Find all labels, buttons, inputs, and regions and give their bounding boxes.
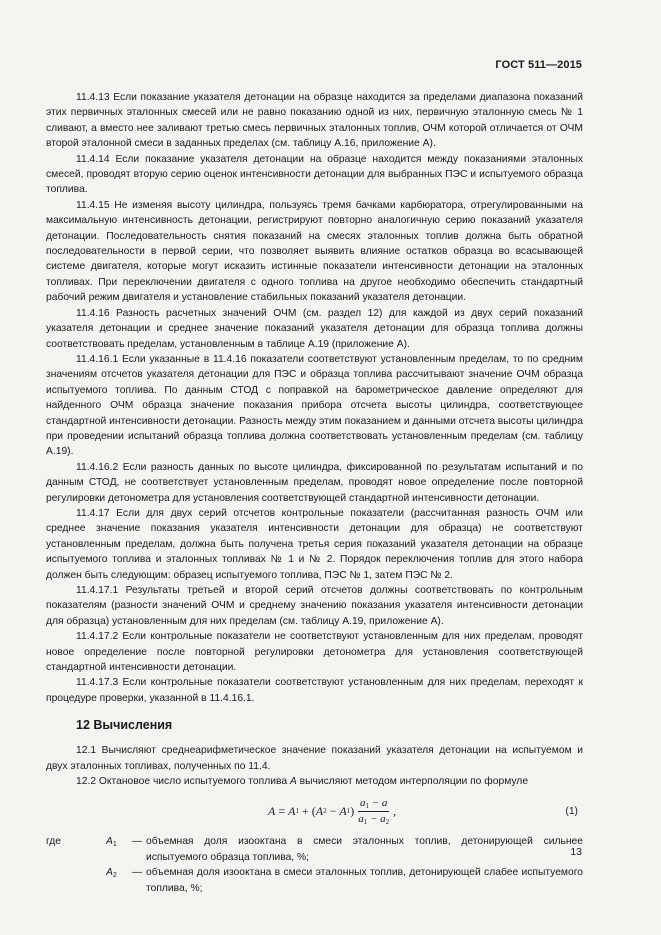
formula-op: , [393,803,397,818]
formula-op: + ( [298,803,316,818]
formula-op: − [326,803,340,818]
formula-symbol: a [358,812,364,825]
page-body [46,90,583,896]
variable: А [289,776,297,788]
document-code: ГОСТ 511—2015 [495,59,582,71]
formula-fraction [356,797,391,826]
formula [46,794,583,828]
where-text: объемная доля изооктана в смеси эталонных топлив, детонирующей слабее испытуемого топлива, %; [146,867,583,894]
formula-symbol: A [106,836,113,848]
where-dash: — [131,836,143,848]
where-text: объемная доля изооктана в смеси эталонных топлив, детонирующей сильнее испытуемого образца топлива, %; [146,836,583,863]
paragraph: 11.4.15 Не изменяя высоту цилиндра, пользуясь тремя бачками карбюратора, отрегулированными на максимальную интенсивность детонации, регистрируют повторно аналогичную серию показаний указателя детонации. Последовательность снятия показаний на смесях эталонных топлив должна быть обратной последовательности в первой серии, что позволяет выявить влияние остатков образца во всасывающей системе двигателя, которые могут исказить истинные показатели интенсивности детонации на эталонных топливах. При переключении двигателя с одного топлива на другое необходимо обеспечить стандартный рабочий режим двигателя и установление стабильных показаний указателя детонации. [46,199,583,304]
paragraph: 11.4.17 Если для двух серий отсчетов контрольные показатели (рассчитанная разность ОЧМ или среднее значение показания указателя интенсивности детонации для образца) не соответствуют установленным пределам, должна быть получена третья серия показаний указателя детонации на образце испытуемого топлива и эталонных топливах № 1 и № 2. Порядок переключения топлив для этого набора должен быть следующим: образец испытуемого топлива, ПЭС № 1, затем ПЭС № 2. [46,507,583,581]
paragraph [46,774,583,789]
formula-symbol: − a [367,812,386,825]
paragraph: 11.4.13 Если показание указателя детонации на образце находится за пределами диапазона показаний этих первичных эталонных смесей или не равно показанию одной из них, первичную эталонную смесь № 1 сливают, а вместо нее заливают третью смесь первичных эталонных топлив, ОЧМ которой отличается от ОЧМ второй эталонной смеси в заданных пределах (см. таблицу А.16, приложение А). [46,92,583,150]
formula-subscript: 1 [363,817,368,826]
where-lead: где [46,836,62,848]
formula-subscript: 2 [112,872,117,880]
paragraph: 11.4.16 Разность расчетных значений ОЧМ (см. раздел 12) для каждой из двух серий показаний указателя детонации и среднее значение показаний указателя детонации для образца топлива должны соответствовать пределам, установленным в таблице А.19 (приложение А). [46,307,583,350]
formula-number: (1) [565,805,578,817]
formula-op: ) [350,803,355,818]
formula-symbol: A [315,803,324,818]
paragraph: 11.4.14 Если показание указателя детонации на образце находится между показаниями эталонных смесей, проводят вторую серию оценок интенсивности детонации для выбранных ПЭС и испытуемого образца топлива. [46,153,583,196]
paragraph: 11.4.17.3 Если контрольные показатели соответствуют установленным для них пределам, переходят к процедуре проверки, указанной в 11.4.16.1. [46,677,583,704]
paragraph-text: 12.2 Октановое число испытуемого топлива [76,776,290,788]
where-symbol [106,865,128,896]
where-lead [46,865,106,896]
formula-subscript: 1 [365,801,369,810]
page-number: 13 [570,846,582,858]
fraction-numerator [358,797,389,812]
formula-op: = [275,803,289,818]
where-entry [46,865,583,896]
paragraph: 11.4.16.1 Если указанные в 11.4.16 показатели соответствуют установленным пределам, то по средним значениям отсчетов указателя детонации для ПЭС и образца топлива рассчитывают значение ОЧМ образца испытуемого топлива. По данным СТОД с поправкой на барометрическое давление определяют для найденного ОЧМ образца значение показания прибора отсчета высоты цилиндра, соответствующее стандартной интенсивности детонации. Разность между этим показанием и данными отсчета высоты цилиндра при проведении испытаний образца топлива должна соответствовать установленным пределам (см. таблицу А.19). [46,353,583,458]
formula-subscript: 2 [385,817,390,826]
where-entry [46,834,583,865]
formula-expression: A = A 1 + ( A 2 − A 1 ) $\frac{a_1 - a}{a_1 - a_2}$ , [268,796,397,826]
where-symbol [106,834,128,865]
formula-subscript: 1 [112,841,117,849]
formula-symbol: a [359,796,366,809]
formula-symbol: A [339,803,347,818]
paragraph-text: вычисляют методом интерполяции по формуле [296,776,529,788]
where-dash: — [131,867,143,879]
formula-symbol: A [268,803,276,818]
formula-symbol: A [288,803,296,818]
paragraph: 11.4.16.2 Если разность данных по высоте цилиндра, фиксированной по результатам испытаний и по данным СТОД, не соответствует установленным пределам, проводят новое определение после повторной регулировки детонометра для установления соответствующей стандартной интенсивности детонации. [46,461,583,504]
formula-symbol: − a [368,796,388,809]
paragraph: 11.4.17.1 Результаты третьей и второй серий отсчетов должны соответствовать по контрольным показателям (разности значений ОЧМ и среднему значению показания указателя интенсивности детонации для образца) установленным для них пределам (см. таблицу А.19, приложение А). [46,585,583,627]
formula-symbol: A [106,867,113,879]
section-heading: 12 Вычисления [76,718,173,733]
fraction-denominator [356,812,391,826]
paragraph: 12.1 Вычисляют среднеарифметическое значение показаний указателя детонации на испытуемом и двух эталонных топливах, полученных по 11.4. [46,745,583,772]
paragraph: 11.4.17.2 Если контрольные показатели не соответствуют установленным для них пределам, проводят новое определение после повторной регулировки детонометра для установления соответствующей стандартной интенсивности детонации. [46,631,583,674]
